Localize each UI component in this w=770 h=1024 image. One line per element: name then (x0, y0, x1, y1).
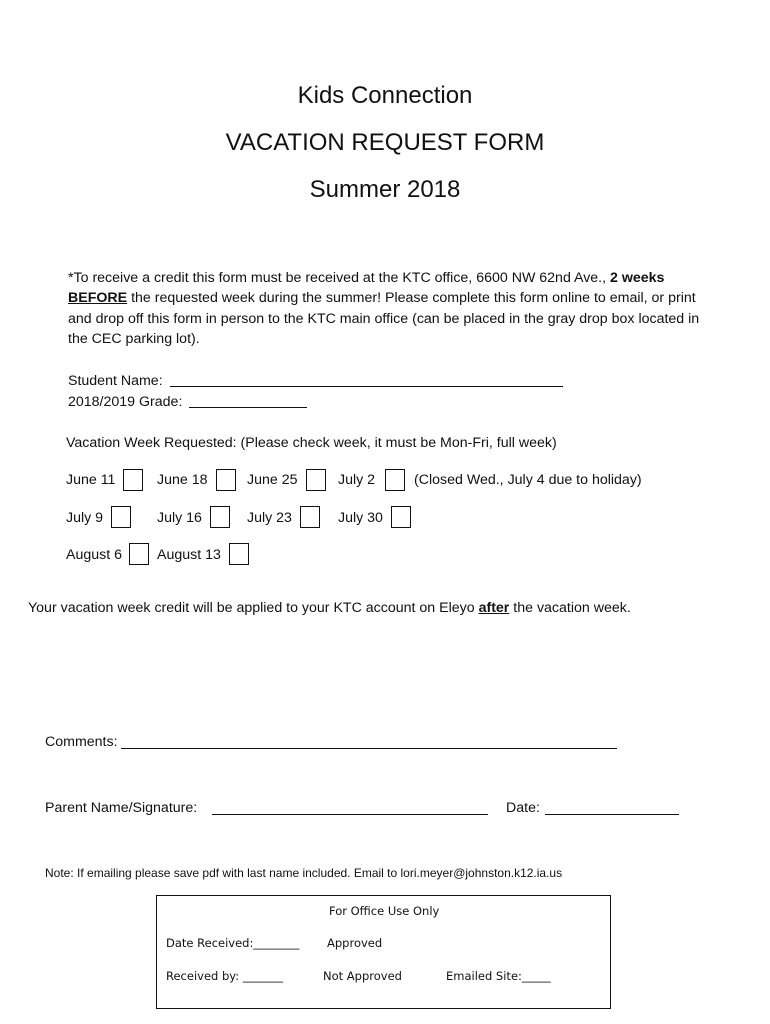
week-checkbox-august-13[interactable] (229, 543, 249, 565)
week-checkbox-june-18[interactable] (216, 469, 236, 491)
parent-signature-label: Parent Name/Signature: (45, 800, 198, 816)
intro-bold: 2 weeks (610, 270, 665, 286)
week-checkbox-july-2[interactable] (385, 469, 405, 491)
intro-paragraph (68, 268, 718, 349)
week-checkbox-june-11[interactable] (123, 469, 143, 491)
grade-label: 2018/2019 Grade: (68, 394, 183, 410)
comments-field[interactable] (121, 748, 617, 749)
received-by-field: Received by: _______ (166, 969, 284, 983)
season-title: Summer 2018 (309, 176, 461, 203)
date-field[interactable] (545, 814, 679, 815)
approved-option: Approved (327, 936, 383, 950)
office-use-box (156, 895, 611, 1009)
intro-text-2: the requested week during the summer! Please complete this form online to email, or print and drop off this form in person to the KTC main office (can be placed in the gray drop box located in the CEC parking lot). (68, 290, 700, 347)
date-label: Date: (506, 800, 540, 816)
week-label-july-30: July 30 (338, 510, 383, 526)
week-prompt: Vacation Week Requested: (Please check week, it must be Mon-Fri, full week) (66, 435, 557, 451)
form-title: VACATION REQUEST FORM (225, 129, 545, 156)
week-label-july-2: July 2 (338, 472, 376, 488)
week-label-july-9: July 9 (66, 510, 104, 526)
intro-before: BEFORE (68, 290, 128, 307)
week-checkbox-july-23[interactable] (300, 506, 320, 528)
comments-label: Comments: (45, 734, 118, 750)
week-label-june-25: June 25 (247, 472, 298, 488)
week-label-june-11: June 11 (66, 472, 116, 488)
week-label-july-23: July 23 (247, 510, 292, 526)
week-checkbox-july-9[interactable] (111, 506, 131, 528)
date-received-field: Date Received:________ (166, 936, 300, 950)
week-checkbox-june-25[interactable] (306, 469, 326, 491)
org-name: Kids Connection (297, 82, 473, 109)
week-checkbox-july-30[interactable] (391, 506, 411, 528)
not-approved-option: Not Approved (323, 969, 402, 983)
credit-note-text-1: Your vacation week credit will be applied to your KTC account on Eleyo (28, 600, 479, 616)
week-label-june-18: June 18 (157, 472, 208, 488)
email-note: Note: If emailing please save pdf with last name included. Email to lori.meyer@johnston.k12.ia.us (45, 866, 563, 880)
emailed-site-field: Emailed Site:_____ (446, 969, 551, 983)
student-name-field[interactable] (170, 386, 563, 387)
intro-text-1: *To receive a credit this form must be received at the KTC office, 6600 NW 62nd Ave., (68, 270, 611, 286)
credit-note-text-2: the vacation week. (509, 600, 631, 616)
week-label-august-6: August 6 (66, 547, 123, 563)
week-label-august-13: August 13 (157, 547, 221, 563)
credit-note (28, 599, 631, 617)
parent-signature-field[interactable] (212, 814, 488, 815)
week-checkbox-august-6[interactable] (129, 543, 149, 565)
week-label-july-16: July 16 (157, 510, 202, 526)
grade-field[interactable] (189, 407, 307, 408)
holiday-note: (Closed Wed., July 4 due to holiday) (414, 472, 642, 488)
credit-note-after: after (478, 600, 510, 616)
week-checkbox-july-16[interactable] (210, 506, 230, 528)
student-name-label: Student Name: (68, 373, 163, 389)
office-heading: For Office Use Only (329, 904, 440, 918)
